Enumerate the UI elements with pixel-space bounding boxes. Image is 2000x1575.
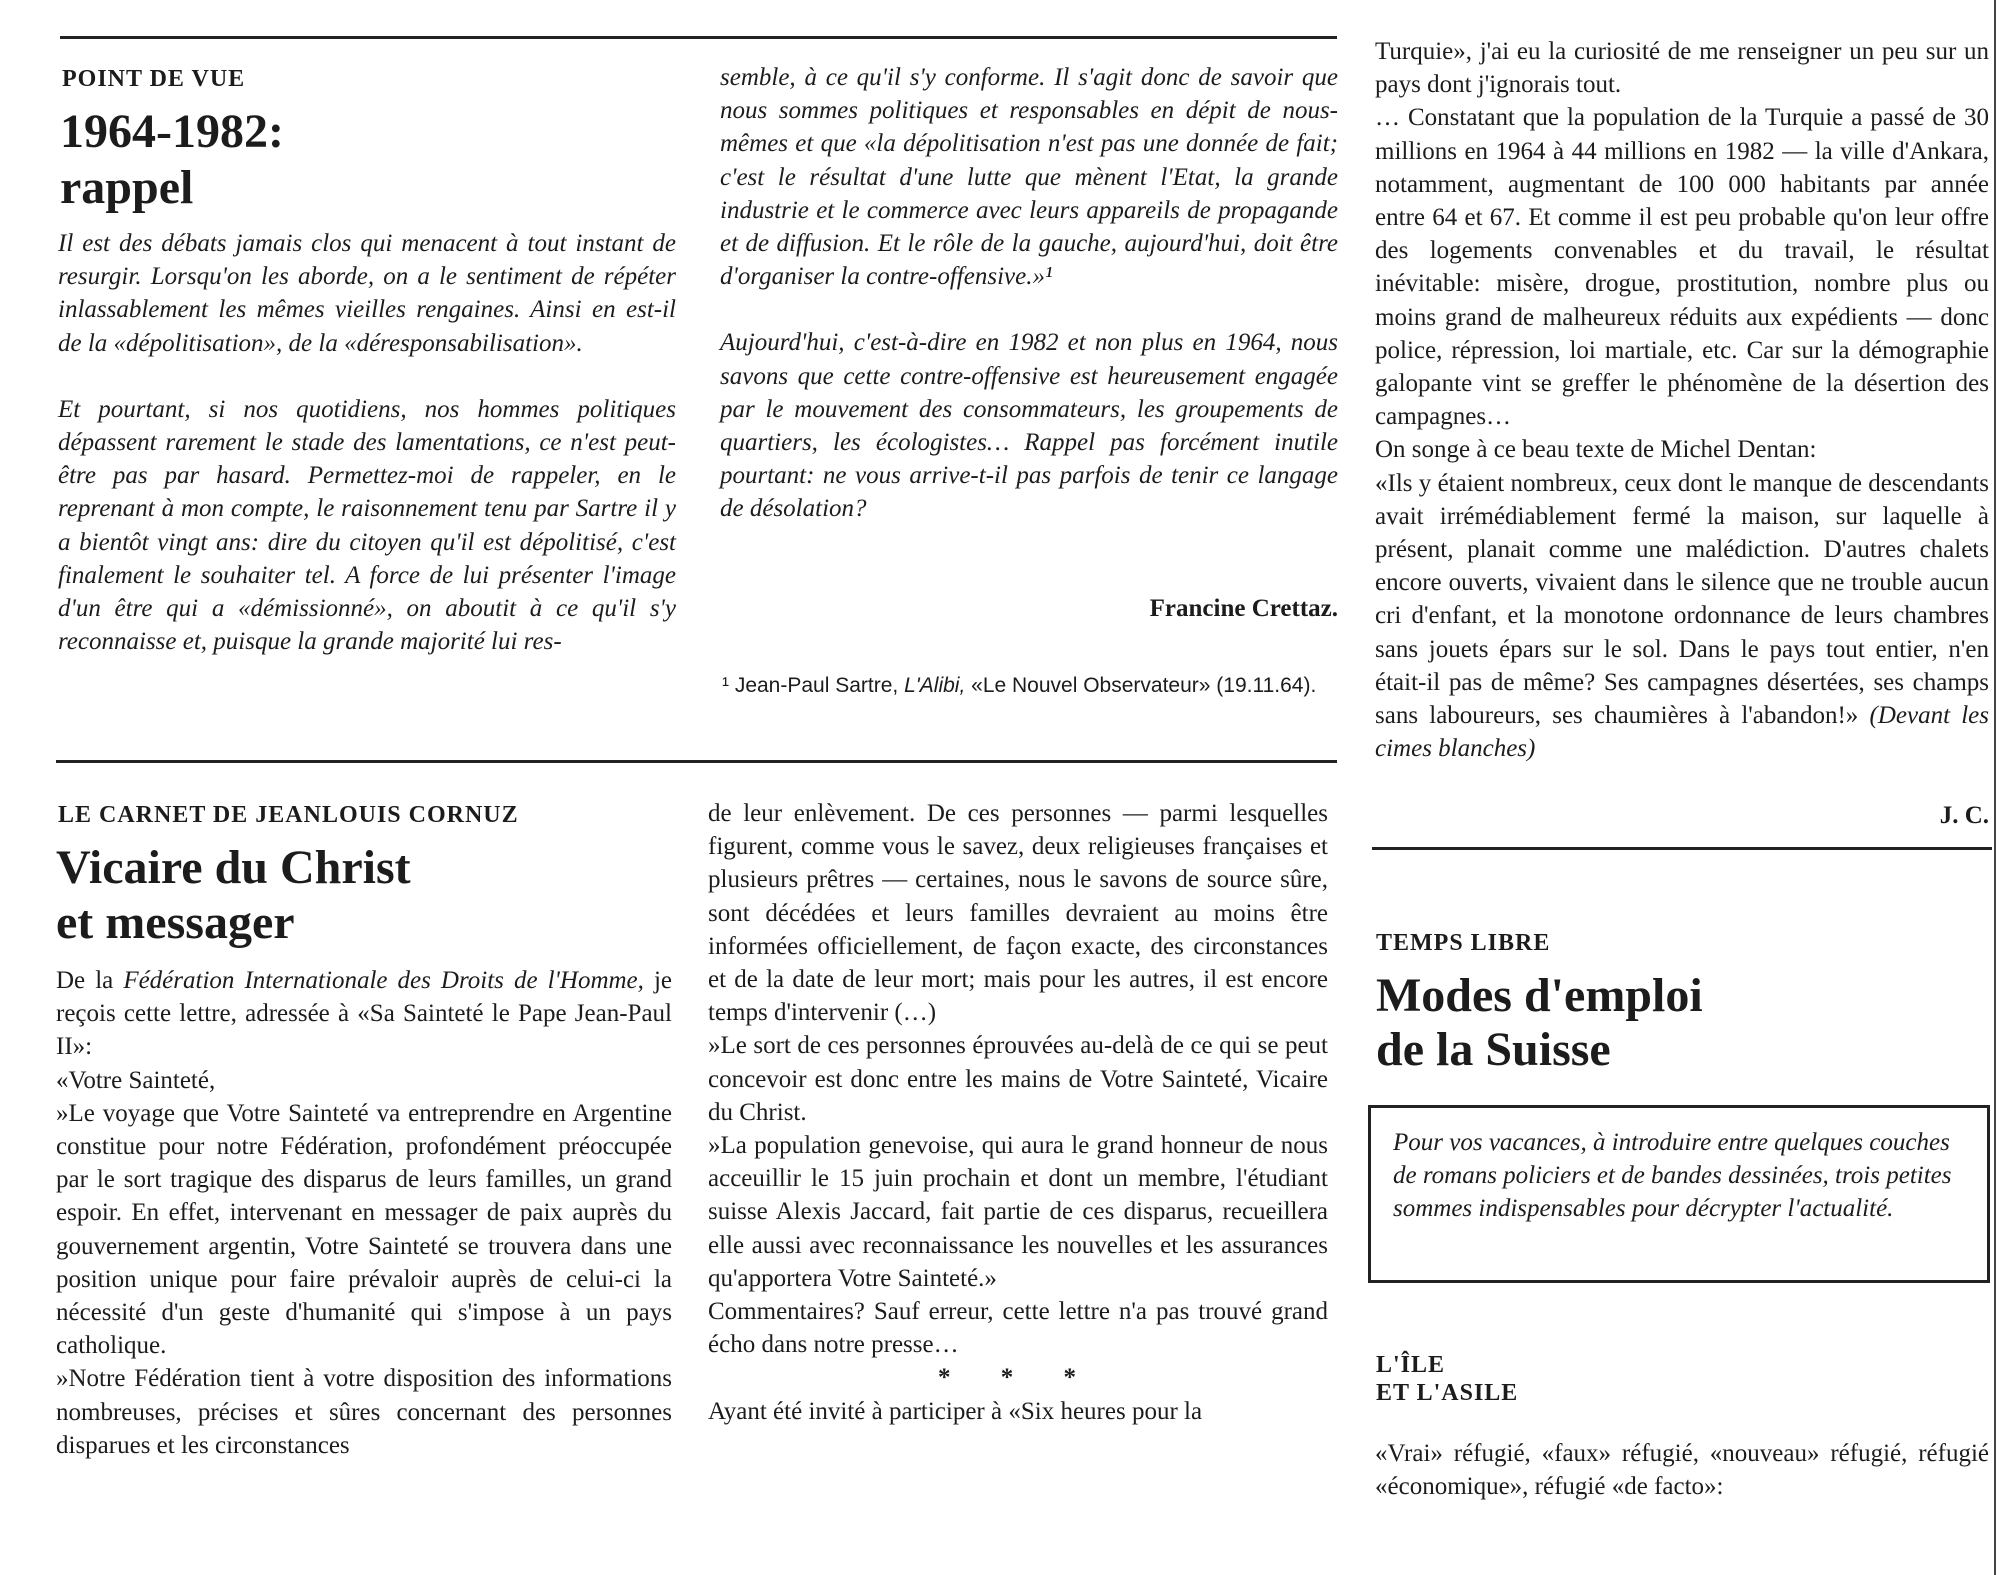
footnote bbox=[722, 672, 1338, 700]
paragraph: «Votre Sainteté, bbox=[56, 1066, 216, 1094]
paragraph: »Le sort de ces personnes éprouvées au-delà de ce qui se peut concevoir est donc entre les mains de Votre Sainteté, Vicaire du Christ. bbox=[708, 1032, 1328, 1126]
page-edge-line bbox=[1994, 0, 1996, 1575]
subhead-line2: ET L'ASILE bbox=[1376, 1380, 1519, 1406]
quotation bbox=[1375, 467, 1989, 766]
carnet-kicker: LE CARNET DE JEANLOUIS CORNUZ bbox=[58, 802, 519, 828]
paragraph: Aujourd'hui, c'est-à-dire en 1982 et non plus en 1964, nous savons que cette contre-offensive est heureusement engagée par le mouvement des consommateurs, les groupements de quartiers, les écologistes… Rappel pas forcément inutile pourtant: ne vous arrive-t-il pas parfois de tenir ce langage de désolation? bbox=[720, 329, 1338, 523]
paragraph: Ayant été invité à participer à «Six heures pour la bbox=[708, 1397, 1203, 1425]
paragraph: On songe à ce beau texte de Michel Dentan: bbox=[1375, 436, 1817, 464]
intro-text: je reçois cette lettre, adressée à «Sa Sainteté le Pape Jean-Paul II»: bbox=[56, 967, 673, 1061]
quote-text: «Ils y étaient nombreux, ceux dont le manque de descendants avait irrémédiablement fermé la maison, sur laquelle à présent, planait comme une malédiction. D'autres chalets encore ouverts, vivaient dans le silence que ne trouble aucun cri d'enfant, et la monotone ordonnance de leurs chambres sans jouets épars sur le sol. Dans le pays tout entier, n'en était-il pas de même? Ses campagnes désertées, ses champs sans laboureurs, ses chaumières à l'abandon!» bbox=[1375, 469, 1989, 730]
footnote-title: L'Alibi, bbox=[904, 674, 966, 697]
temps-libre-headline-line2: de la Suisse bbox=[1376, 1023, 1611, 1076]
carnet-headline-line1: Vicaire du Christ bbox=[56, 841, 411, 894]
intro-text: De la bbox=[56, 967, 124, 994]
point-de-vue-column-1 bbox=[58, 227, 676, 658]
paragraph: semble, à ce qu'il s'y conforme. Il s'agit donc de savoir que nous sommes politiques et responsables en dépit de nous-mêmes et que «la dépolitisation n'est pas une donnée de fait; c'est le résultat d'une lutte que mènent l'Etat, la grande industrie et le commerce avec leurs appareils de propagande et de diffusion. Et le rôle de la gauche, aujourd'hui, doit être d'organiser la contre-offensive.»¹ bbox=[720, 64, 1338, 291]
point-de-vue-headline-line2: rappel bbox=[60, 161, 194, 214]
paragraph bbox=[56, 964, 672, 1064]
temps-libre-body: «Vrai» réfugié, «faux» réfugié, «nouveau» réfugié, réfugié «économique», réfugié «de facto»: bbox=[1375, 1440, 1989, 1501]
temps-libre-headline-line1: Modes d'emploi bbox=[1376, 969, 1703, 1022]
paragraph: »Le voyage que Votre Sainteté va entreprendre en Argentine constitue pour notre Fédération, profondément préoccupée par le sort tragique des disparus de leurs familles, un grand espoir. En effet, intervenant en messager de paix auprès du gouvernement argentin, Votre Sainteté se trouvera dans une position unique pour faire prévaloir auprès de celui-ci la nécessité d'un geste d'humanité qui s'impose à un pays catholique. bbox=[56, 1099, 672, 1360]
point-de-vue-signature: Francine Crettaz. bbox=[1149, 595, 1338, 622]
temps-libre-intro-box bbox=[1368, 1105, 1990, 1283]
carnet-column-1 bbox=[56, 964, 672, 1462]
point-de-vue-headline-line1: 1964-1982: bbox=[60, 105, 284, 158]
footnote-source: «Le Nouvel Observateur» (19.11.64). bbox=[965, 674, 1317, 697]
carnet-column-2 bbox=[708, 797, 1328, 1428]
carnet-signature: J. C. bbox=[1939, 802, 1989, 829]
section-separator: * * * bbox=[938, 1364, 1098, 1392]
paragraph: »La population genevoise, qui aura le grand honneur de nous acceuillir le 15 juin prochain et dont un membre, l'étudiant suisse Alexis Jaccard, fait partie de ces disparus, recueillera elle aussi avec reconnaissance les nouvelles et les assurances qu'apportera Votre Sainteté.» bbox=[708, 1132, 1328, 1292]
top-rule bbox=[60, 36, 1337, 39]
paragraph: Il est des débats jamais clos qui menacent à tout instant de resurgir. Lorsqu'on les aborde, on a le sentiment de répéter inlassablement les mêmes vieilles rengaines. Ainsi en est-il de la «dépolitisation», de la «déresponsabilisation». bbox=[58, 230, 676, 357]
middle-rule bbox=[56, 760, 1337, 763]
paragraph: Et pourtant, si nos quotidiens, nos hommes politiques dépassent rarement le stade des lamentations, ce n'est peut-être pas par hasard. Permettez-moi de rappeler, en le reprenant à mon compte, le raisonnement tenu par Sartre il y a bientôt vingt ans: dire du citoyen qu'il est dépolitisé, c'est finalement le souhaiter tel. A force de lui présenter l'image d'un être qui a «démissionné», on aboutit à ce qu'il s'y reconnaisse et, puisque la grande majorité lui res- bbox=[58, 395, 676, 656]
point-de-vue-kicker: POINT DE VUE bbox=[62, 66, 246, 92]
temps-libre-kicker: TEMPS LIBRE bbox=[1376, 930, 1551, 956]
paragraph: de leur enlèvement. De ces personnes — parmi lesquelles figurent, comme vous le savez, deux religieuses françaises et plusieurs prêtres — certaines, nous le savons de source sûre, sont décédées et leurs familles devraient au moins être informées officiellement, de façon exacte, des circonstances et de la date de leur mort; mais pour les autres, il est encore temps d'intervenir (…) bbox=[708, 800, 1328, 1027]
point-de-vue-column-2 bbox=[720, 61, 1338, 526]
federation-name: Fédération Internationale des Droits de l'Homme, bbox=[123, 967, 644, 994]
subhead-line1: L'ÎLE bbox=[1376, 1352, 1446, 1378]
right-column-rule bbox=[1372, 847, 1992, 850]
paragraph: Commentaires? Sauf erreur, cette lettre n'a pas trouvé grand écho dans notre presse… bbox=[708, 1298, 1328, 1359]
carnet-headline-line2: et messager bbox=[56, 896, 295, 949]
intro-box-text: Pour vos vacances, à introduire entre quelques couches de romans policiers et de bandes dessinées, trois petites sommes indispensables pour décrypter l'actualité. bbox=[1393, 1129, 1952, 1223]
footnote-text: ¹ Jean-Paul Sartre, bbox=[722, 674, 905, 697]
quote-source: (Devant les cimes blanches) bbox=[1375, 702, 1989, 763]
paragraph: Turquie», j'ai eu la curiosité de me renseigner un peu sur un pays dont j'ignorais tout. bbox=[1375, 38, 1989, 99]
paragraph: … Constatant que la population de la Turquie a passé de 30 millions en 1964 à 44 millions en 1982 — la ville d'Ankara, notamment, augmentant de 100 000 habitants par année entre 64 et 67. Et comme il est peu probable qu'on leur offre des logements convenables et du travail, le résultat inévitable: misère, drogue, prostitution, nombre plus ou moins grand de malheureux réduits aux expédients — donc police, répression, loi martiale, etc. Car sur la démographie galopante vint se greffer le phénomène de la désertion des campagnes… bbox=[1375, 104, 1989, 431]
carnet-column-3 bbox=[1375, 35, 1989, 765]
paragraph: »Notre Fédération tient à votre disposition des informations nombreuses, précises et sûres concernant des personnes disparues et les circonstances bbox=[56, 1365, 672, 1459]
